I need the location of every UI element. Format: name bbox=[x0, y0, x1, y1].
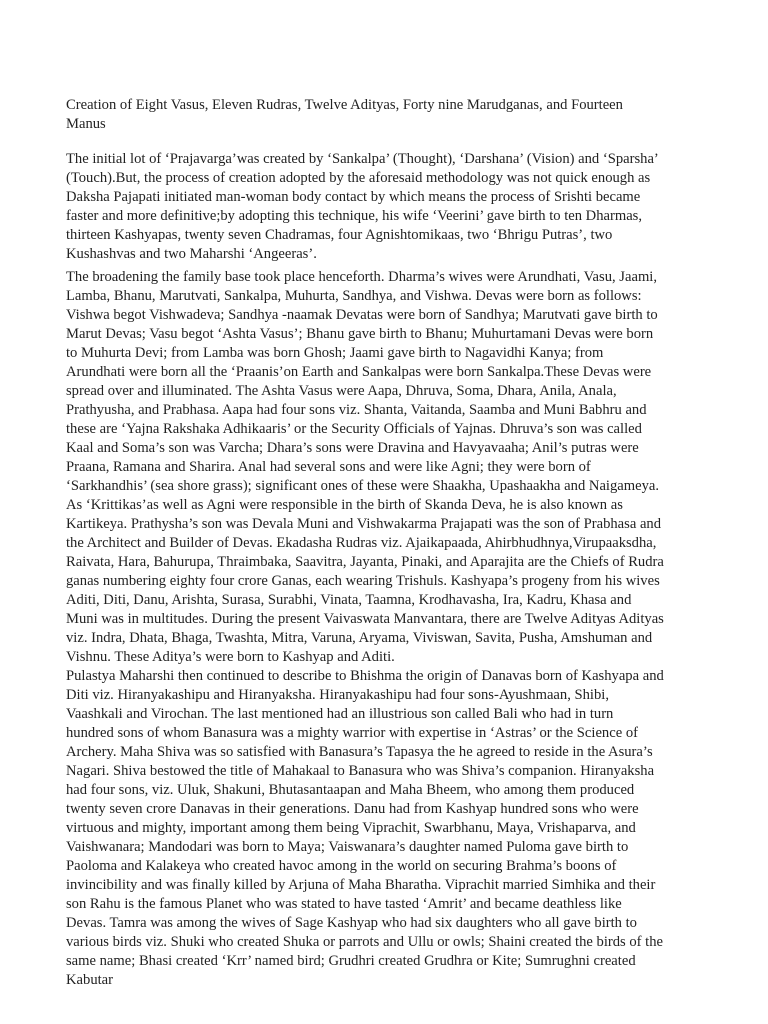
paragraph-danavas: Pulastya Maharshi then continued to describe to Bhishma the origin of Danavas born of Kashyapa and Diti viz. Hiranyakashipu and Hiranyaksha. Hiranyakashipu had four sons-Ayushmaan, Shibi, Vaashkali and Virochan. The last mentioned had an illustrious son called Bali who had in turn hundred sons of whom Banasura was a mighty warrior with expertise in ‘Astras’ or the Science of Archery. Maha Shiva was so satisfied with Banasura’s Tapasya the he agreed to reside in the Asura’s Nagari. Shiva bestowed the title of Mahakaal to Banasura who was Shiva’s companion. Hiranyaksha had four sons, viz. Uluk, Shakuni, Bhutasantaapan and Maha Bheem, who among them produced twenty seven crore Danavas in their generations. Danu had from Kashyap hundred sons who were virtuous and mighty, important among them being Viprachit, Swarbhanu, Maya, Vrishaparva, and Vaishwanara; Mandodari was born to Maya; Vaiswanara’s daughter named Puloma gave birth to Paoloma and Kalakeya who created havoc among in the world on securing Brahma’s boons of invincibility and was finally killed by Arjuna of Maha Bharatha. Viprachit married Simhika and their son Rahu is the famous Planet who was stated to have tasted ‘Amrit’ and became deathless like Devas. Tamra was among the wives of Sage Kashyap who had six daughters who all gave birth to various birds viz. Shuki who created Shuka or parrots and Ullu or owls; Shaini created the birds of the same name; Bhasi created ‘Krr’ named bird; Grudhri created Grudhra or Kite; Sumrughni created Kabutar bbox=[66, 668, 664, 988]
paragraph-family-base: The broadening the family base took place henceforth. Dharma’s wives were Arundhati, Vasu, Jaami, Lamba, Bhanu, Marutvati, Sankalpa, Muhurta, Sandhya, and Vishwa. Devas were born as follows: Vishwa begot Vishwadeva; Sandhya -naamak Devatas were born of Sandhya; Marutvati gave birth to Marut Devas; Vasu begot ‘Ashta Vasus’; Bhanu gave birth to Bhanu; Muhurtamani Devas were born to Muhurta Devi; from Lamba was born Ghosh; Jaami gave birth to Nagavidhi Kanya; from Arundhati were born all the ‘Praanis’on Earth and Sankalpas were born Sankalpa.These Devas were spread over and illuminated. The Ashta Vasus were Aapa, Dhruva, Soma, Dhara, Anila, Anala, Prathyusha, and Prabhasa. Aapa had four sons viz. Shanta, Vaitanda, Saamba and Muni Babhru and these are ‘Yajna Rakshaka Adhikaaris’ or the Security Officials of Yajnas. Dhruva’s son was called Kaal and Soma’s son was Varcha; Dhara’s sons were Dravina and Havyavaaha; Anil’s putras were Praana, Ramana and Sharira. Anal had several sons and were like Agni; they were born of ‘Sarkhandhis’ (sea shore grass); significant ones of these were Shaakha, Upashaakha and Naigameya. As ‘Krittikas’as well as Agni were responsible in the birth of Skanda Deva, he is also known as Kartikeya. Prathysha’s son was Devala Muni and Vishwakarma Prajapati was the son of Prabhasa and the Architect and Builder of Devas. Ekadasha Rudras viz. Ajaikapaada, Ahirbhudhnya,Virupaaksdha, Raivata, Hara, Bahurupa, Thraimbaka, Saavitra, Jayanta, Pinaki, and Aparajita are the Chiefs of Rudra ganas numbering eighty four crore Ganas, each wearing Trishuls. Kashyapa’s progeny from his wives Aditi, Diti, Danu, Arishta, Surasa, Surabhi, Vinata, Taamna, Krodhavasha, Ira, Kadru, Khasa and Muni was in multitudes. During the present Vaivaswata Manvantara, there are Twelve Adityas Adityas viz. Indra, Dhata, Bhaga, Twashta, Mitra, Varuna, Aryama, Viviswan, Savita, Pusha, Amshuman and Vishnu. These Aditya’s were born to Kashyap and Aditi. bbox=[66, 269, 664, 665]
document-title: Creation of Eight Vasus, Eleven Rudras, Twelve Adityas, Forty nine Marudganas, and Fourteen Manus bbox=[66, 97, 623, 132]
paragraph-prajavarga: The initial lot of ‘Prajavarga’was created by ‘Sankalpa’ (Thought), ‘Darshana’ (Vision) and ‘Sparsha’ (Touch).But, the process of creation adopted by the aforesaid methodology was not quick enough as Daksha Pajapati initiated man-woman body contact by which means the process of Srishti became faster and more definitive;by adopting this technique, his wife ‘Veerini’ gave birth to ten Dharmas, thirteen Kashyapas, twenty seven Chadramas, four Agnishtomikaas, two ‘Bhrigu Putras’, two Kushashvas and two Maharshi ‘Angeeras’. bbox=[66, 151, 658, 262]
document-body bbox=[66, 96, 664, 990]
